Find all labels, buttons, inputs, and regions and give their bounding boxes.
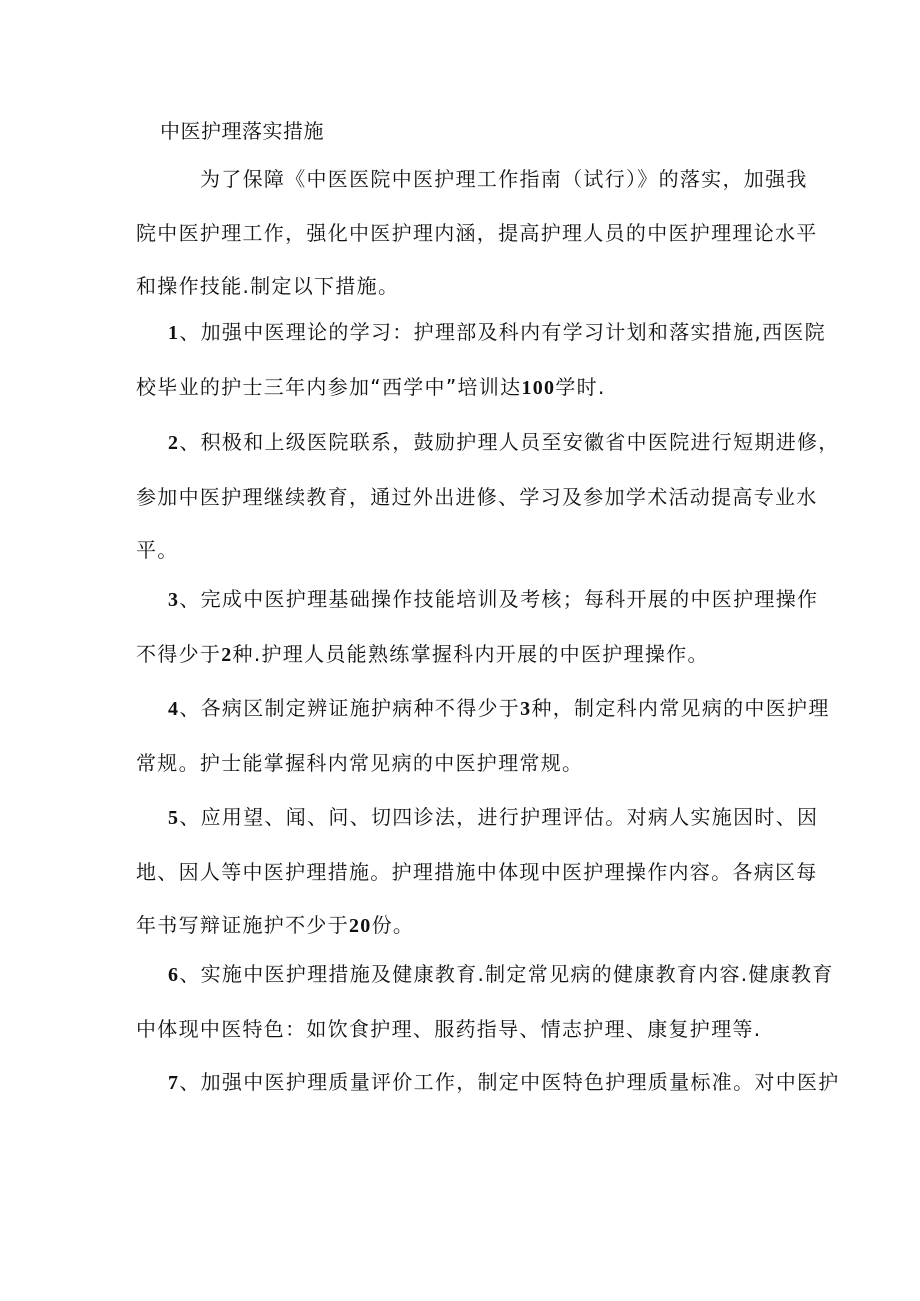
item-number: 6 (168, 964, 180, 986)
item-text: 、各病区制定辨证施护病种不得少于 (179, 696, 521, 720)
paragraph-line: 参加中医护理继续教育，通过外出进修、学习及参加学术活动提高专业水 (136, 484, 818, 509)
paragraph-line (136, 682, 830, 737)
item-text: 种，制定科内常见病的中医护理 (531, 696, 830, 720)
item-text: 年书写辩证施护不少于 (136, 913, 349, 937)
paragraph-line (136, 791, 819, 846)
item-text: 校毕业的护士三年内参加“西学中”培训达 (136, 374, 522, 399)
item-number: 7 (168, 1072, 180, 1094)
item-text: 种.护理人员能熟练掌握科内开展的中医护理操作。 (232, 641, 709, 666)
inline-number: 3 (520, 698, 532, 720)
item-number: 3 (168, 589, 180, 611)
item-text: 、实施中医护理措施及健康教育.制定常见病的健康教育内容.健康教育 (179, 962, 834, 986)
item-text: 不得少于 (136, 641, 222, 666)
paragraph-line: 中体现中医特色：如饮食护理、服药指导、情志护理、康复护理等. (136, 1016, 762, 1041)
paragraph-line: 和操作技能.制定以下措施。 (136, 274, 400, 298)
measure-item-6 (136, 948, 834, 1056)
paragraph-line (136, 628, 784, 683)
item-text: 份。 (371, 913, 415, 937)
item-text: 、完成中医护理基础操作技能培训及考核；每科开展的中医护理操作 (179, 587, 819, 611)
measure-item-7 (136, 1056, 840, 1111)
paragraph-line (136, 948, 834, 1003)
paragraph-line: 院中医护理工作，强化中医护理内涵，提高护理人员的中医护理理论水平 (136, 220, 818, 245)
measure-item-2 (136, 416, 840, 578)
paragraph-line (136, 573, 819, 628)
paragraph-line (136, 416, 840, 471)
item-text: 、应用望、闻、问、切四诊法，进行护理评估。对病人实施因时、因 (179, 805, 819, 829)
inline-number: 100 (521, 376, 556, 399)
item-text: 、加强中医理论的学习：护理部及科内有学习计划和落实措施,西医院 (179, 320, 826, 344)
paragraph-line (136, 306, 826, 361)
item-number: 5 (168, 807, 180, 829)
document-title: 中医护理落实措施 (160, 119, 324, 143)
measure-item-1 (136, 306, 826, 415)
paragraph-line: 常规。护士能掌握科内常见病的中医护理常规。 (136, 750, 584, 775)
paragraph-line: 平。 (136, 538, 179, 562)
item-text: 学时. (555, 374, 606, 399)
inline-number: 20 (349, 915, 372, 937)
inline-number: 2 (221, 643, 233, 666)
paragraph-line (136, 899, 784, 954)
paragraph-line (136, 361, 784, 416)
measure-item-3 (136, 573, 819, 682)
item-number: 2 (168, 432, 180, 454)
paragraph-line (136, 1056, 840, 1111)
item-number: 4 (168, 698, 180, 720)
intro-paragraph (136, 153, 818, 314)
paragraph-line: 地、因人等中医护理措施。护理措施中体现中医护理操作内容。各病区每 (136, 859, 818, 884)
measure-item-5 (136, 791, 819, 954)
paragraph-line: 为了保障《中医医院中医护理工作指南（试行）》的落实，加强我 (200, 167, 808, 191)
item-number: 1 (168, 322, 180, 344)
item-text: 、加强中医护理质量评价工作，制定中医特色护理质量标准。对中医护 (179, 1070, 840, 1094)
item-text: 、积极和上级医院联系，鼓励护理人员至安徽省中医院进行短期进修， (179, 430, 840, 454)
measure-item-4 (136, 682, 830, 790)
